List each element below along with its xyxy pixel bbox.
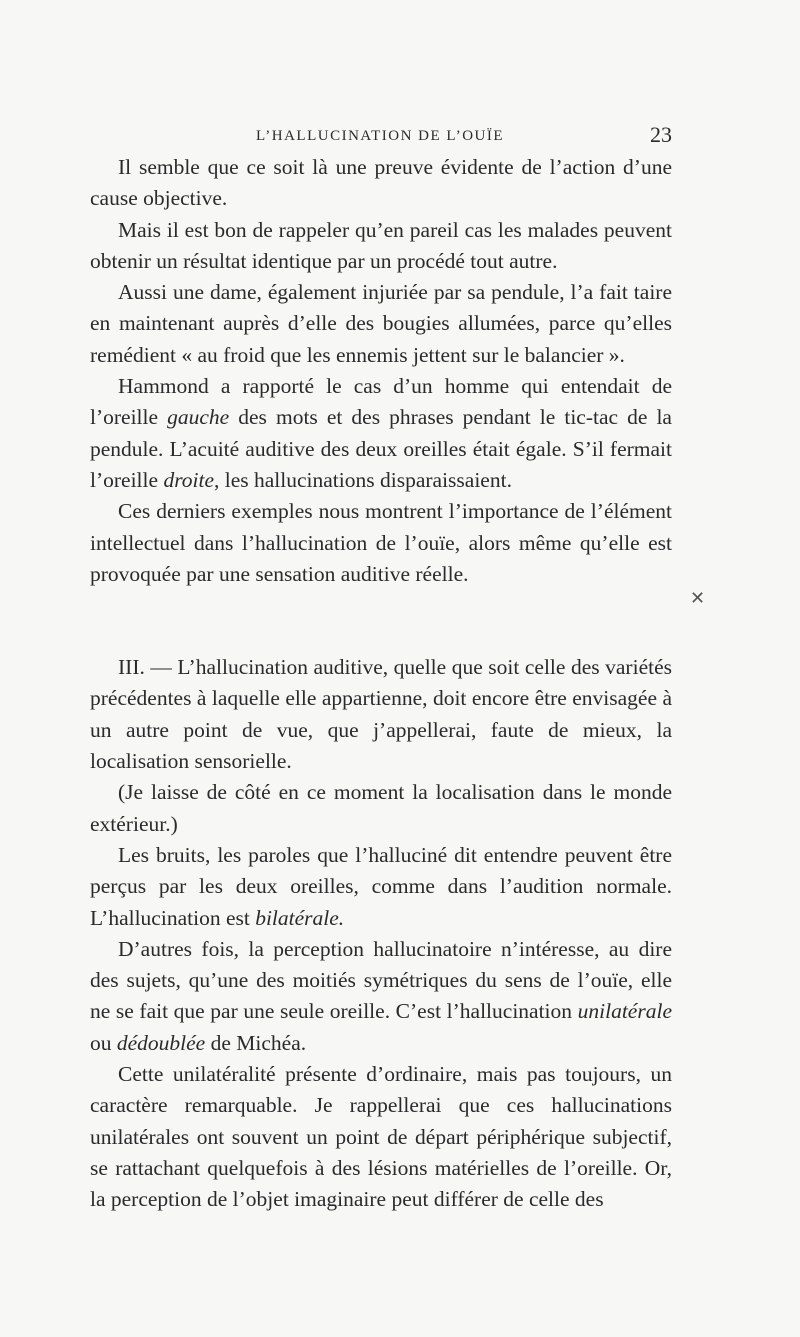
body-text bbox=[90, 152, 672, 1216]
paragraph bbox=[90, 496, 672, 590]
text-run: Aussi une dame, également injuriée par sa pendule, l’a fait taire en maintenant auprès d’elle des bougies allumées, parce qu’elles remédient « au froid que les ennemis jettent sur le balancier ». bbox=[90, 280, 672, 367]
text-run: Il semble que ce soit là une preuve évidente de l’action d’une cause objective. bbox=[90, 155, 672, 211]
paragraph bbox=[90, 934, 672, 1059]
page-number: 23 bbox=[650, 122, 672, 147]
paragraph bbox=[90, 215, 672, 278]
text-run: ou bbox=[90, 1030, 117, 1055]
paragraph bbox=[90, 840, 672, 934]
paragraph bbox=[90, 371, 672, 496]
text-run: D’autres fois, la perception hallucinatoire n’intéresse, au dire des sujets, qu’une des moitiés symétriques du sens de l’ouïe, elle ne se fait que par une seule oreille. C’est l’hallucination bbox=[90, 936, 672, 1024]
paragraph bbox=[90, 152, 672, 215]
paragraph bbox=[90, 652, 672, 777]
italic-term: bilatérale. bbox=[255, 905, 345, 930]
text-run: des mots et des phrases pendant le tic-tac de la pendule. L’acuité auditive des deux oreilles était égale. S’il fermait l’oreille bbox=[90, 405, 672, 492]
text-run: Les bruits, les paroles que l’halluciné dit entendre peuvent être perçus par les deux oreilles, comme dans l’audition normale. L’hallucination est bbox=[90, 842, 672, 930]
text-run: (Je laisse de côté en ce moment la localisation dans le monde extérieur.) bbox=[90, 780, 672, 836]
section-gap bbox=[90, 590, 672, 652]
text-run: , les hallucinations disparaissaient. bbox=[214, 467, 512, 492]
running-head bbox=[88, 122, 672, 154]
text-run: III. — L’hallucination auditive, quelle que soit celle des variétés précédentes à laquelle elle appartienne, doit encore être envisagée à un autre point de vue, que j’appellerai, faute de mieux, la localisation sensorielle. bbox=[90, 655, 672, 774]
text-run: Mais il est bon de rappeler qu’en pareil cas les malades peuvent obtenir un résultat identique par un procédé tout autre. bbox=[90, 217, 672, 273]
italic-term: dédoublée bbox=[116, 1030, 206, 1055]
italic-term: unilatérale bbox=[577, 999, 672, 1024]
text-run: Ces derniers exemples nous montrent l’importance de l’élément intellectuel dans l’hallucination de l’ouïe, alors même qu’elle est provoquée par une sensation auditive réelle. bbox=[90, 499, 672, 586]
text-run: Cette unilatéralité présente d’ordinaire, mais pas toujours, un caractère remarquable. Je rappellerai que ces hallucinations unilatérales ont souvent un point de départ périphérique subjectif, se rattachant quelquefois à des lésions matérielles de l’oreille. Or, la perception de l’objet imaginaire peut différer de celle des bbox=[90, 1062, 672, 1212]
paragraph bbox=[90, 277, 672, 371]
paragraph bbox=[90, 777, 672, 840]
paragraph bbox=[90, 1059, 672, 1215]
italic-term: gauche bbox=[167, 405, 230, 430]
margin-annotation-mark: ✕ bbox=[690, 588, 706, 608]
text-run: Hammond a rapporté le cas d’un homme qui entendait de l’oreille bbox=[90, 374, 672, 430]
italic-term: droite bbox=[163, 467, 214, 492]
text-run: de Michéa. bbox=[205, 1030, 307, 1055]
running-title: L’HALLUCINATION DE L’OUÏE bbox=[255, 128, 505, 144]
